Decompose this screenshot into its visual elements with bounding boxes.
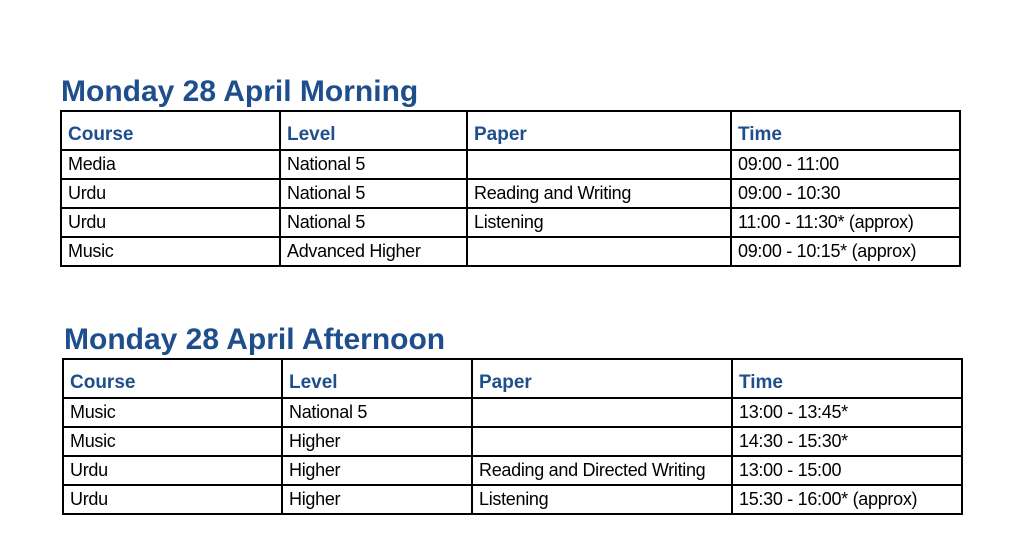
cell-paper: Listening: [467, 208, 731, 237]
cell-paper: Listening: [472, 485, 732, 514]
cell-level: National 5: [280, 179, 467, 208]
table-row: [63, 398, 962, 427]
section-title-afternoon: Monday 28 April Afternoon: [64, 323, 446, 356]
table-row: [61, 208, 960, 237]
cell-time: 09:00 - 10:30: [731, 179, 960, 208]
cell-course: Music: [63, 398, 282, 427]
cell-level: National 5: [280, 208, 467, 237]
column-header-level: Level: [282, 359, 472, 398]
cell-level: Higher: [282, 456, 472, 485]
table-row: [63, 427, 962, 456]
table-row: [61, 150, 960, 179]
table-row: [61, 179, 960, 208]
cell-course: Music: [61, 237, 280, 266]
table-row: [63, 485, 962, 514]
cell-time: 13:00 - 15:00: [732, 456, 962, 485]
cell-course: Media: [61, 150, 280, 179]
cell-time: 09:00 - 10:15* (approx): [731, 237, 960, 266]
column-header-course: Course: [63, 359, 282, 398]
cell-paper: Reading and Directed Writing: [472, 456, 732, 485]
cell-course: Urdu: [61, 208, 280, 237]
cell-paper: Reading and Writing: [467, 179, 731, 208]
cell-paper: [472, 427, 732, 456]
cell-level: Higher: [282, 427, 472, 456]
table-header-row: [63, 359, 962, 398]
section-title-morning: Monday 28 April Morning: [61, 75, 419, 108]
cell-time: 15:30 - 16:00* (approx): [732, 485, 962, 514]
cell-paper: [467, 150, 731, 179]
cell-level: National 5: [280, 150, 467, 179]
table-header-row: [61, 111, 960, 150]
column-header-paper: Paper: [467, 111, 731, 150]
table-row: [63, 456, 962, 485]
column-header-level: Level: [280, 111, 467, 150]
cell-time: 14:30 - 15:30*: [732, 427, 962, 456]
cell-course: Urdu: [61, 179, 280, 208]
cell-time: 09:00 - 11:00: [731, 150, 960, 179]
cell-course: Urdu: [63, 485, 282, 514]
cell-level: National 5: [282, 398, 472, 427]
exam-table-morning: [60, 110, 961, 267]
column-header-time: Time: [732, 359, 962, 398]
column-header-time: Time: [731, 111, 960, 150]
cell-time: 13:00 - 13:45*: [732, 398, 962, 427]
column-header-paper: Paper: [472, 359, 732, 398]
cell-course: Music: [63, 427, 282, 456]
cell-paper: [472, 398, 732, 427]
cell-level: Advanced Higher: [280, 237, 467, 266]
column-header-course: Course: [61, 111, 280, 150]
exam-table-afternoon: [62, 358, 963, 515]
table-row: [61, 237, 960, 266]
cell-level: Higher: [282, 485, 472, 514]
cell-paper: [467, 237, 731, 266]
cell-time: 11:00 - 11:30* (approx): [731, 208, 960, 237]
cell-course: Urdu: [63, 456, 282, 485]
